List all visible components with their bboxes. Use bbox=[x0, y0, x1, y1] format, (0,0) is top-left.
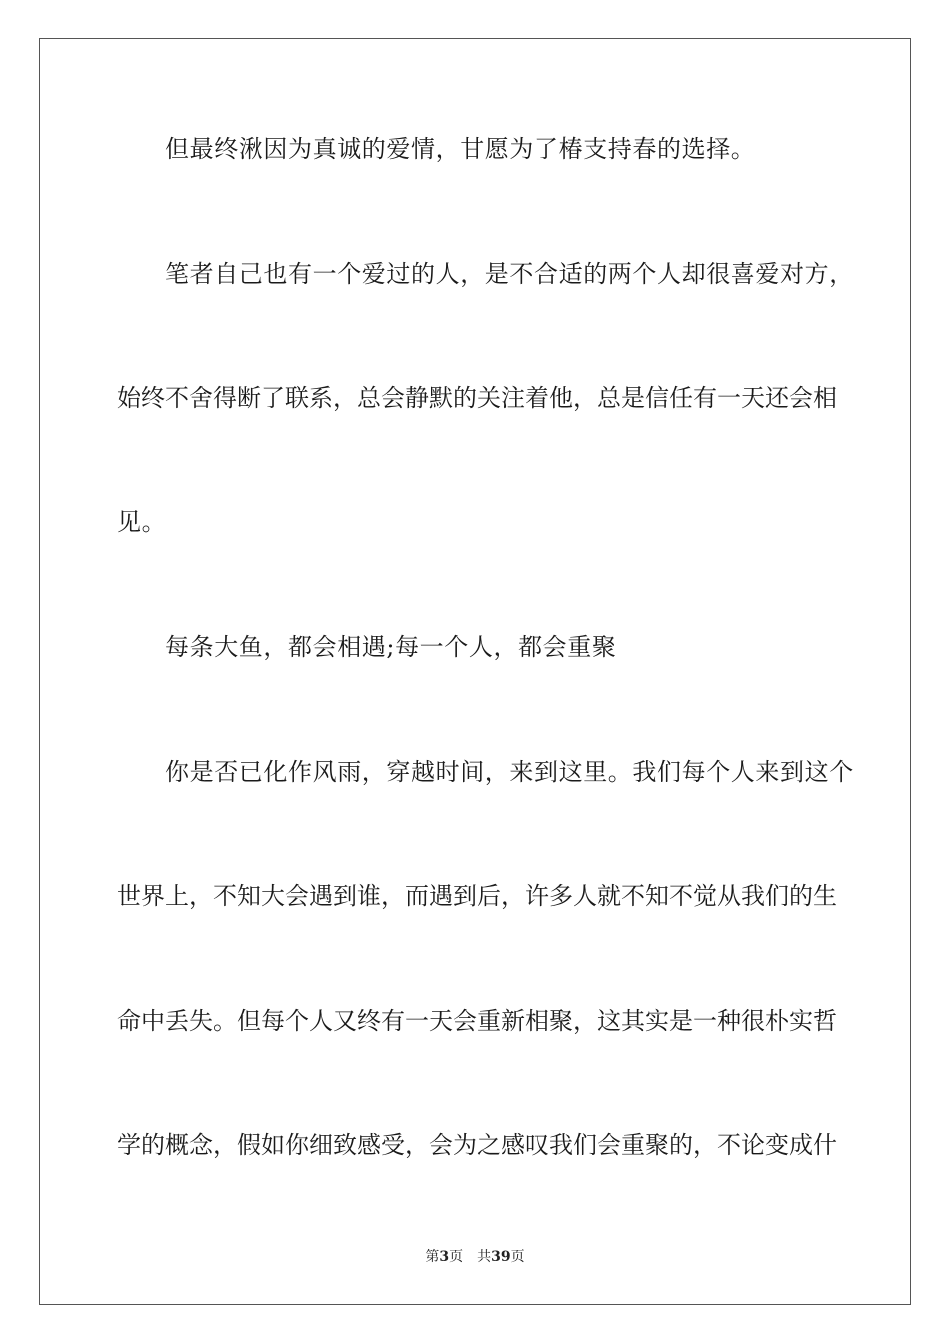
footer-page-total: 39 bbox=[491, 1249, 511, 1265]
footer-total-prefix: 共 bbox=[477, 1249, 492, 1265]
paragraph-1-line-1: 但最终湫因为真诚的爱情，甘愿为了椿支持春的选择。 bbox=[165, 135, 756, 163]
paragraph-2-line-3: 见。 bbox=[117, 508, 167, 536]
page-border bbox=[39, 38, 911, 1305]
paragraph-3-heading: 每条大鱼，都会相遇;每一个人，都会重聚 bbox=[165, 633, 617, 661]
paragraph-4-line-1: 你是否已化作风雨，穿越时间，来到这里。我们每个人来到这个 bbox=[165, 758, 854, 786]
paragraph-2-line-2: 始终不舍得断了联系，总会静默的关注着他，总是信任有一天还会相 bbox=[117, 384, 837, 412]
paragraph-4-line-4: 学的概念，假如你细致感受，会为之感叹我们会重聚的，不论变成什 bbox=[117, 1131, 837, 1159]
paragraph-4-line-2: 世界上，不知大会遇到谁，而遇到后，许多人就不知不觉从我们的生 bbox=[117, 882, 837, 910]
paragraph-4-line-3: 命中丢失。但每个人又终有一天会重新相聚，这其实是一种很朴实哲 bbox=[117, 1007, 837, 1035]
paragraph-2-line-1: 笔者自己也有一个爱过的人，是不合适的两个人却很喜爱对方， bbox=[165, 260, 854, 288]
footer-page-prefix: 第 bbox=[425, 1249, 440, 1265]
page-footer bbox=[0, 1248, 950, 1266]
footer-page-current: 3 bbox=[439, 1249, 450, 1265]
footer-page-suffix: 页 bbox=[449, 1249, 464, 1265]
footer-total-suffix: 页 bbox=[510, 1249, 525, 1265]
